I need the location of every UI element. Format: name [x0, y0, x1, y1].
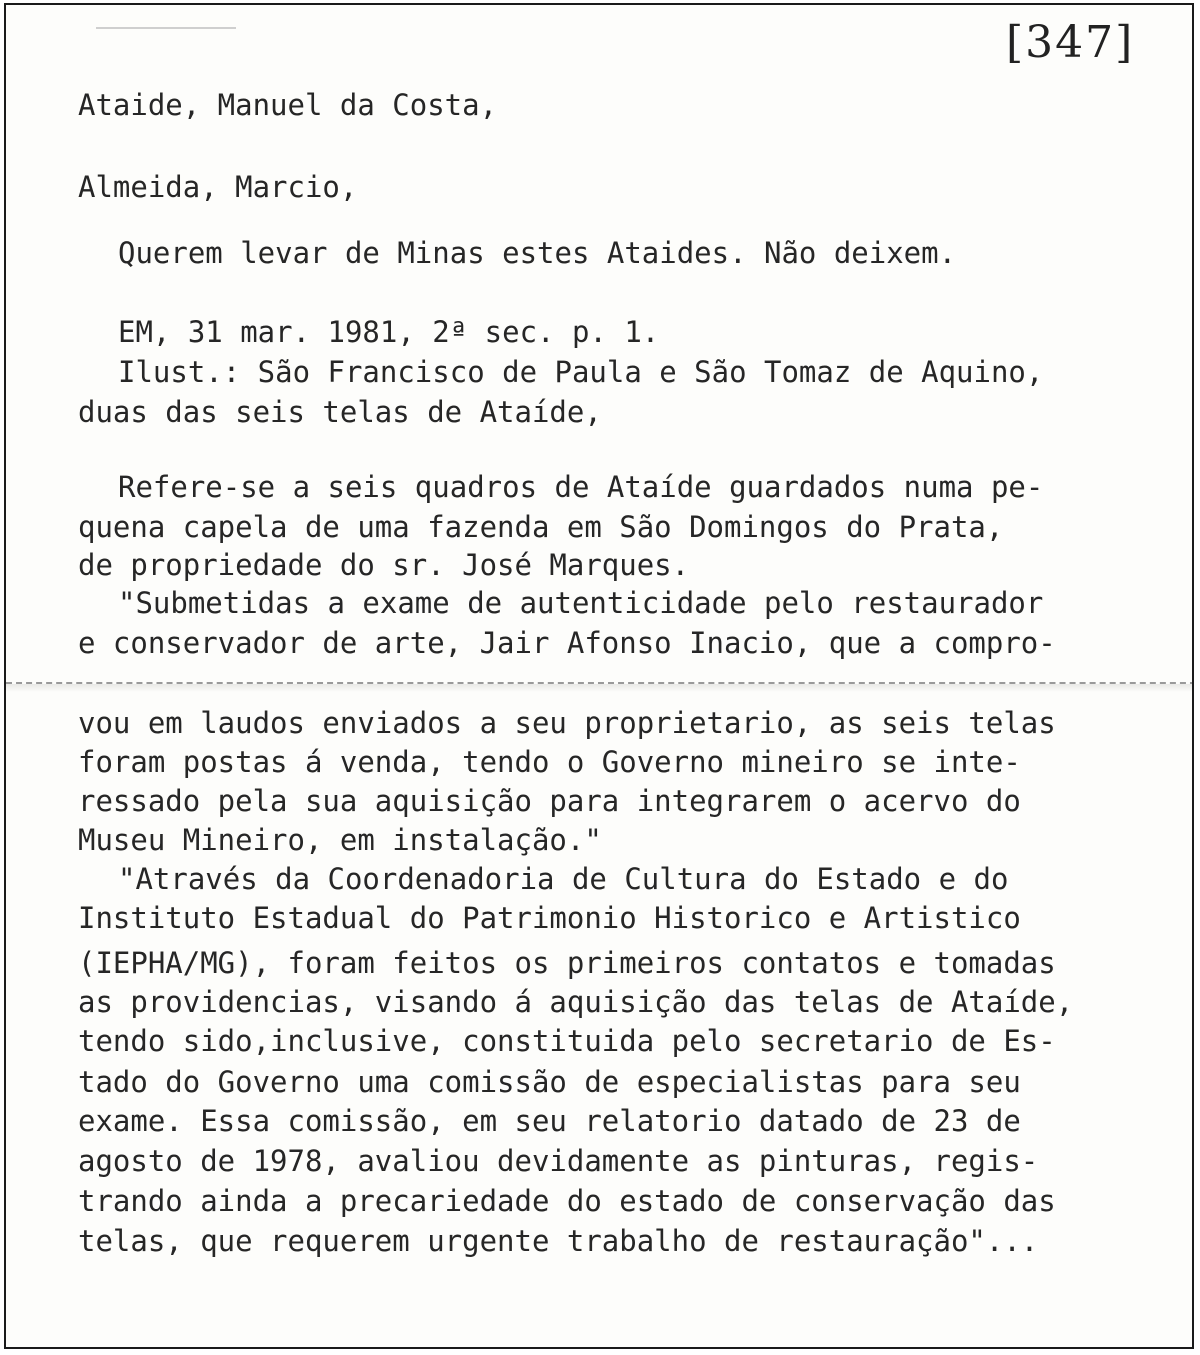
continuation-line: tado do Governo uma comissão de especialistas para seu	[78, 1065, 1021, 1099]
continuation-line: agosto de 1978, avaliou devidamente as pinturas, regis-	[78, 1144, 1039, 1178]
summary-line: Refere-se a seis quadros de Ataíde guardados numa pe-	[118, 470, 1044, 504]
continuation-line: "Através da Coordenadoria de Cultura do Estado e do	[118, 862, 1009, 896]
continuation-line: (IEPHA/MG), foram feitos os primeiros contatos e tomadas	[78, 946, 1056, 980]
summary-line: e conservador de arte, Jair Afonso Inacio, que a compro-	[78, 626, 1056, 660]
continuation-line: exame. Essa comissão, em seu relatorio datado de 23 de	[78, 1104, 1021, 1138]
heading-almeida: Almeida, Marcio,	[78, 170, 358, 204]
summary-line: "Submetidas a exame de autenticidade pelo restaurador	[118, 586, 1044, 620]
catalog-card	[4, 3, 1194, 1349]
illustration-line-1: Ilust.: São Francisco de Paula e São Tomaz de Aquino,	[118, 355, 1044, 389]
illustration-line-2: duas das seis telas de Ataíde,	[78, 395, 602, 429]
summary-line: quena capela de uma fazenda em São Domingos do Prata,	[78, 510, 1004, 544]
source-citation: EM, 31 mar. 1981, 2ª sec. p. 1.	[118, 315, 660, 349]
continuation-line: Museu Mineiro, em instalação."	[78, 823, 602, 857]
article-title: Querem levar de Minas estes Ataides. Não deixem.	[118, 236, 957, 270]
scan-speck	[96, 27, 236, 29]
continuation-line: tendo sido,inclusive, constituida pelo secretario de Es-	[78, 1024, 1056, 1058]
continuation-line: telas, que requerem urgente trabalho de restauração"...	[78, 1224, 1039, 1258]
continuation-line: foram postas á venda, tendo o Governo mineiro se inte-	[78, 745, 1021, 779]
fold-shadow	[6, 684, 1194, 692]
heading-ataide: Ataide, Manuel da Costa,	[78, 88, 498, 122]
continuation-line: vou em laudos enviados a seu proprietario, as seis telas	[78, 706, 1056, 740]
reference-number: [347]	[1006, 17, 1135, 68]
continuation-line: ressado pela sua aquisição para integrarem o acervo do	[78, 784, 1021, 818]
continuation-line: Instituto Estadual do Patrimonio Historico e Artistico	[78, 901, 1021, 935]
summary-line: de propriedade do sr. José Marques.	[78, 548, 690, 582]
continuation-line: as providencias, visando á aquisição das telas de Ataíde,	[78, 985, 1074, 1019]
continuation-line: trando ainda a precariedade do estado de conservação das	[78, 1184, 1056, 1218]
